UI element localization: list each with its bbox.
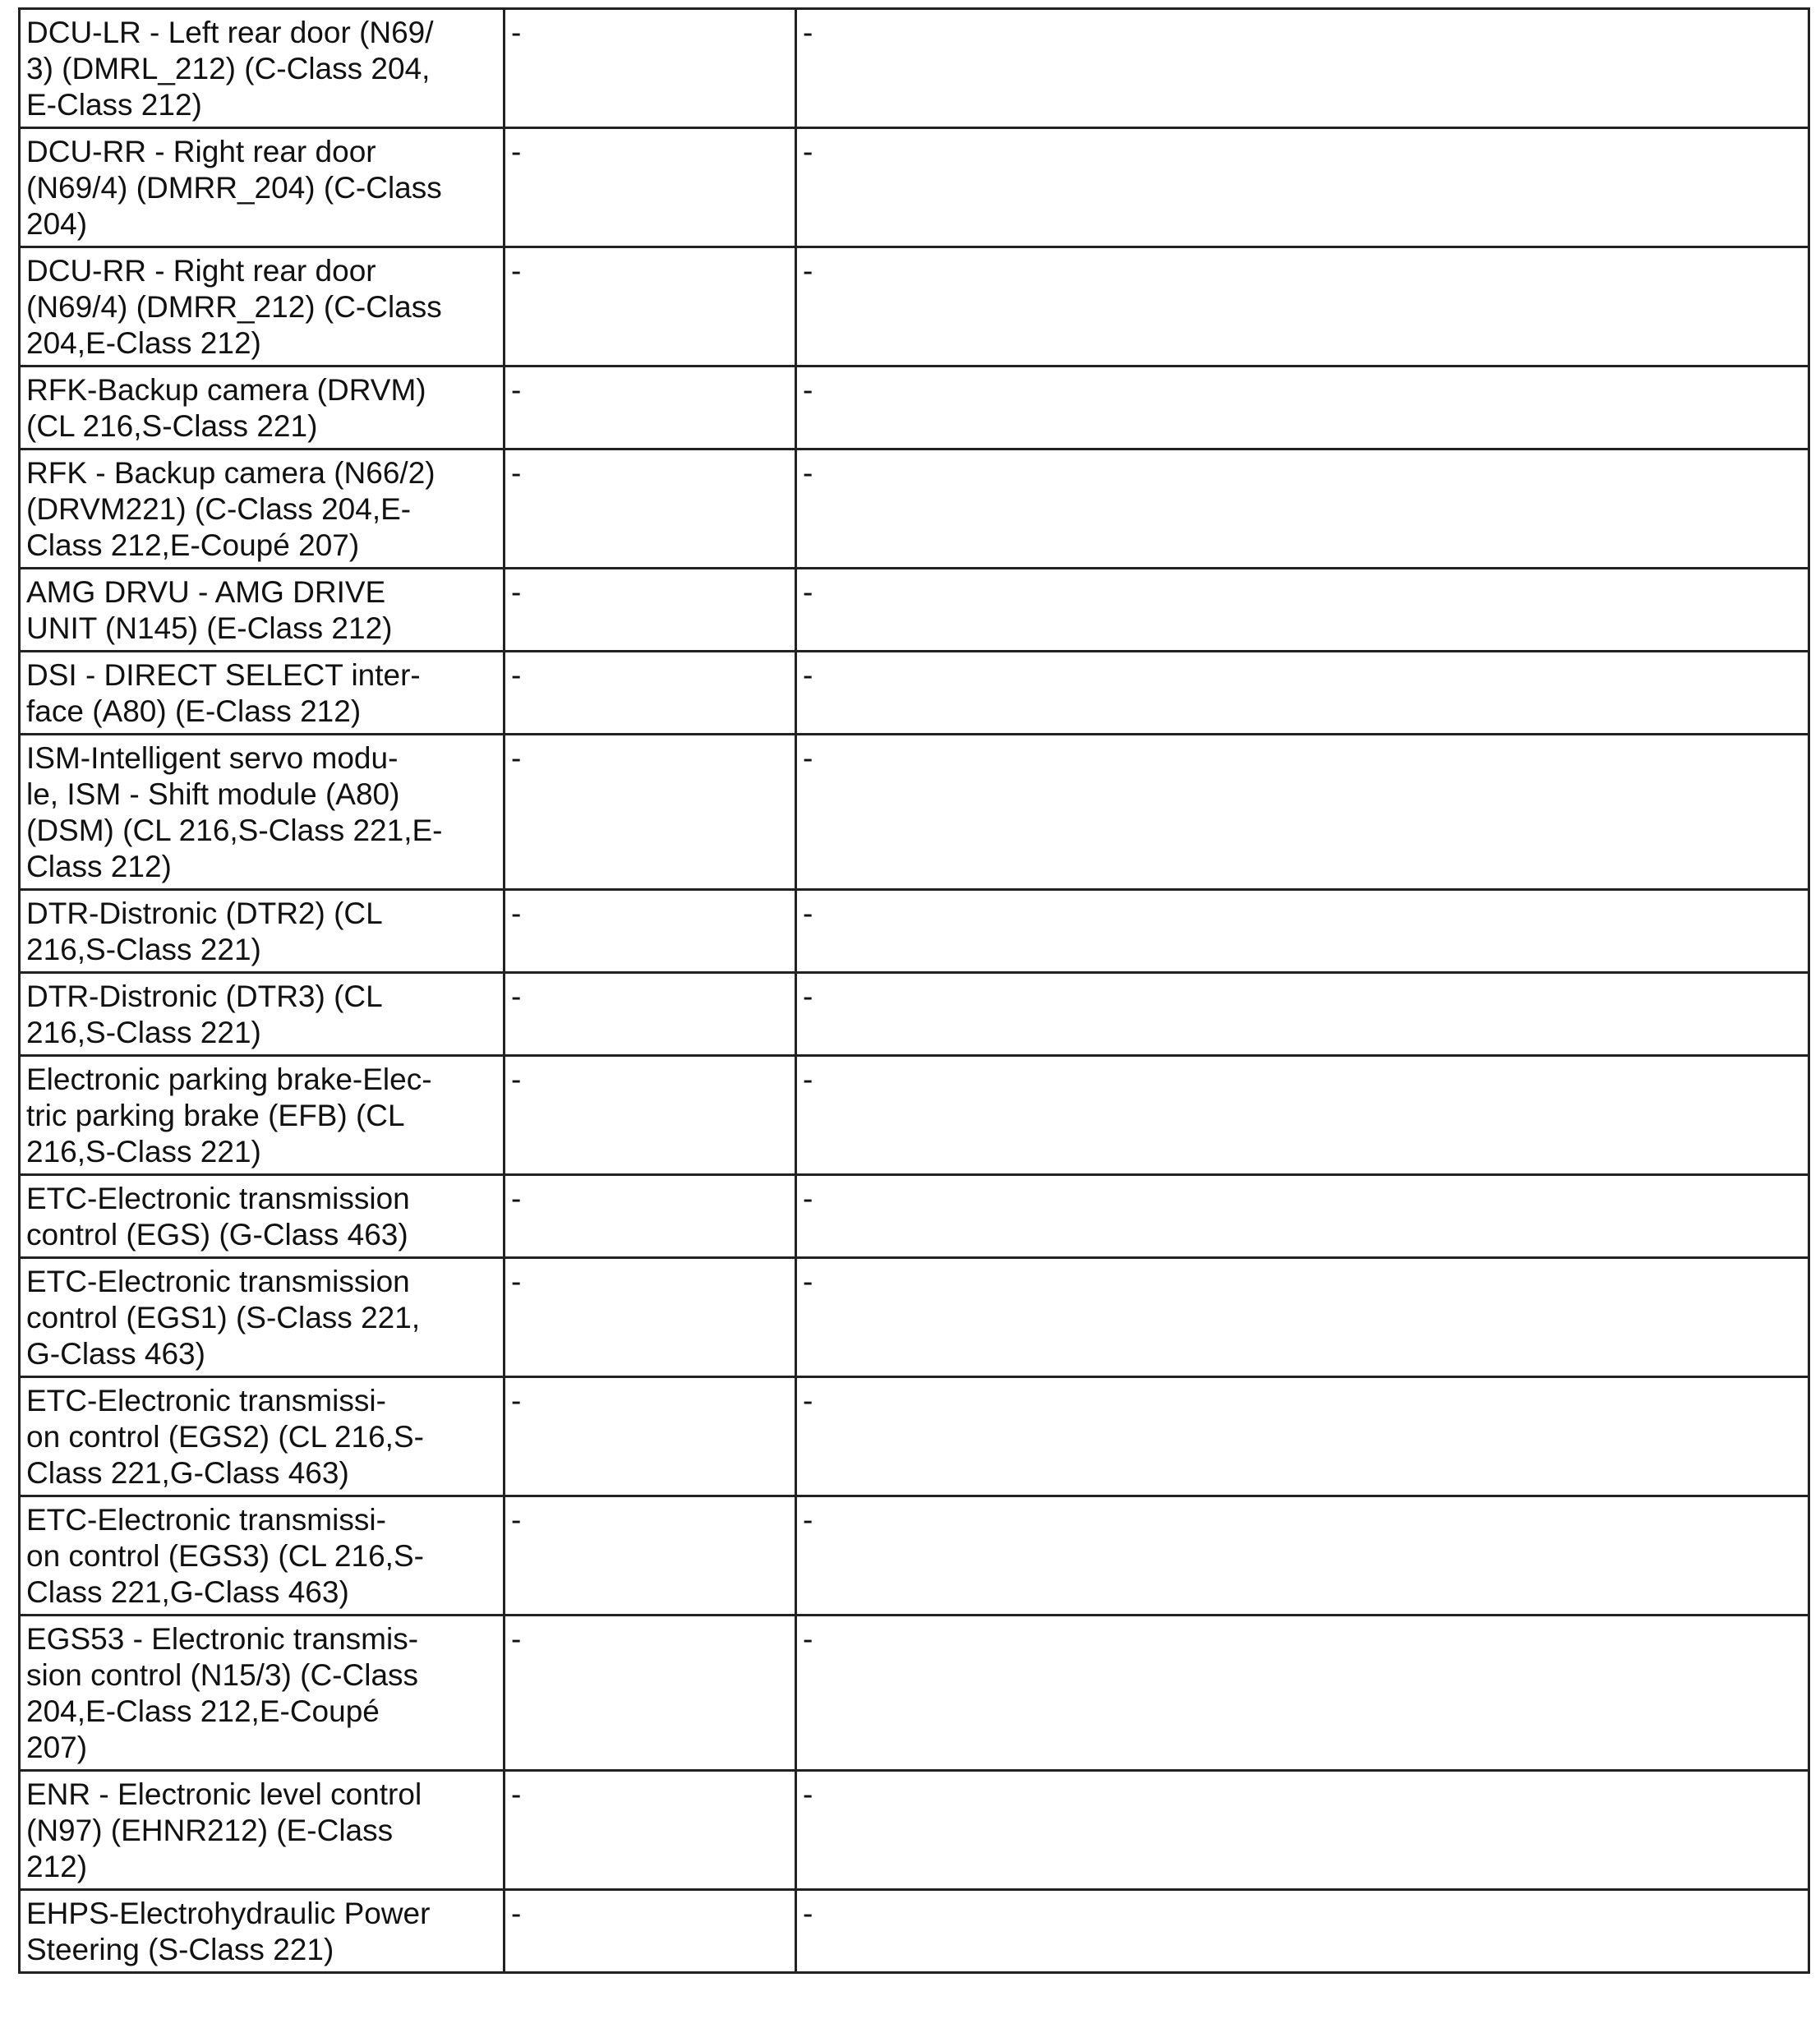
module-name-cell: ETC-Electronic transmissi- on control (EGS3) (CL 216,S- Class 221,G-Class 463) <box>20 1496 505 1616</box>
module-name-cell: RFK - Backup camera (N66/2) (DRVM221) (C-Class 204,E- Class 212,E-Coupé 207) <box>20 449 505 569</box>
value-cell-1: - <box>505 569 796 652</box>
value-cell-2: - <box>796 735 1809 890</box>
table-row <box>20 9 1809 128</box>
value-cell-1: - <box>505 652 796 735</box>
module-name-cell: ETC-Electronic transmissi- on control (EGS2) (CL 216,S- Class 221,G-Class 463) <box>20 1377 505 1496</box>
table-row <box>20 1377 1809 1496</box>
value-cell-2: - <box>796 128 1809 247</box>
value-cell-2: - <box>796 569 1809 652</box>
module-name-cell: DTR-Distronic (DTR2) (CL 216,S-Class 221) <box>20 890 505 973</box>
value-cell-1: - <box>505 973 796 1056</box>
value-cell-2: - <box>796 1175 1809 1258</box>
module-name-cell: EHPS-Electrohydraulic Power Steering (S-Class 221) <box>20 1890 505 1973</box>
module-name-cell: EGS53 - Electronic transmis- sion control (N15/3) (C-Class 204,E-Class 212,E-Coupé 207) <box>20 1616 505 1771</box>
value-cell-2: - <box>796 247 1809 366</box>
value-cell-1: - <box>505 1377 796 1496</box>
table-row <box>20 1890 1809 1973</box>
table-row <box>20 1258 1809 1377</box>
table-row <box>20 569 1809 652</box>
value-cell-2: - <box>796 366 1809 449</box>
table-row <box>20 247 1809 366</box>
value-cell-2: - <box>796 1771 1809 1890</box>
value-cell-1: - <box>505 735 796 890</box>
value-cell-1: - <box>505 890 796 973</box>
value-cell-1: - <box>505 1056 796 1175</box>
table-row <box>20 128 1809 247</box>
value-cell-1: - <box>505 9 796 128</box>
value-cell-2: - <box>796 1616 1809 1771</box>
value-cell-2: - <box>796 449 1809 569</box>
value-cell-2: - <box>796 890 1809 973</box>
module-name-cell: ISM-Intelligent servo modu- le, ISM - Shift module (A80) (DSM) (CL 216,S-Class 221,E- Class 212) <box>20 735 505 890</box>
table-row <box>20 973 1809 1056</box>
table-row <box>20 890 1809 973</box>
module-name-cell: DCU-RR - Right rear door (N69/4) (DMRR_212) (C-Class 204,E-Class 212) <box>20 247 505 366</box>
value-cell-2: - <box>796 973 1809 1056</box>
value-cell-1: - <box>505 1258 796 1377</box>
value-cell-2: - <box>796 1890 1809 1973</box>
control-unit-table <box>18 7 1810 1974</box>
table-row <box>20 449 1809 569</box>
table-row <box>20 1175 1809 1258</box>
table-row <box>20 1616 1809 1771</box>
value-cell-1: - <box>505 1890 796 1973</box>
value-cell-1: - <box>505 1616 796 1771</box>
module-name-cell: DTR-Distronic (DTR3) (CL 216,S-Class 221) <box>20 973 505 1056</box>
table-row <box>20 1056 1809 1175</box>
module-name-cell: AMG DRVU - AMG DRIVE UNIT (N145) (E-Class 212) <box>20 569 505 652</box>
value-cell-1: - <box>505 1496 796 1616</box>
module-name-cell: DCU-RR - Right rear door (N69/4) (DMRR_204) (C-Class 204) <box>20 128 505 247</box>
value-cell-2: - <box>796 1496 1809 1616</box>
value-cell-1: - <box>505 1175 796 1258</box>
table-body <box>20 9 1809 1973</box>
value-cell-1: - <box>505 449 796 569</box>
module-name-cell: Electronic parking brake-Elec- tric parking brake (EFB) (CL 216,S-Class 221) <box>20 1056 505 1175</box>
value-cell-2: - <box>796 1258 1809 1377</box>
module-name-cell: ENR - Electronic level control (N97) (EHNR212) (E-Class 212) <box>20 1771 505 1890</box>
table-row <box>20 735 1809 890</box>
value-cell-2: - <box>796 652 1809 735</box>
table-row <box>20 1771 1809 1890</box>
table-row <box>20 652 1809 735</box>
table-row <box>20 1496 1809 1616</box>
value-cell-1: - <box>505 247 796 366</box>
value-cell-1: - <box>505 128 796 247</box>
value-cell-2: - <box>796 1056 1809 1175</box>
module-name-cell: RFK-Backup camera (DRVM) (CL 216,S-Class 221) <box>20 366 505 449</box>
value-cell-2: - <box>796 9 1809 128</box>
module-name-cell: ETC-Electronic transmission control (EGS1) (S-Class 221, G-Class 463) <box>20 1258 505 1377</box>
module-name-cell: DSI - DIRECT SELECT inter- face (A80) (E-Class 212) <box>20 652 505 735</box>
module-name-cell: ETC-Electronic transmission control (EGS) (G-Class 463) <box>20 1175 505 1258</box>
table-row <box>20 366 1809 449</box>
value-cell-1: - <box>505 1771 796 1890</box>
value-cell-1: - <box>505 366 796 449</box>
value-cell-2: - <box>796 1377 1809 1496</box>
module-name-cell: DCU-LR - Left rear door (N69/ 3) (DMRL_212) (C-Class 204, E-Class 212) <box>20 9 505 128</box>
